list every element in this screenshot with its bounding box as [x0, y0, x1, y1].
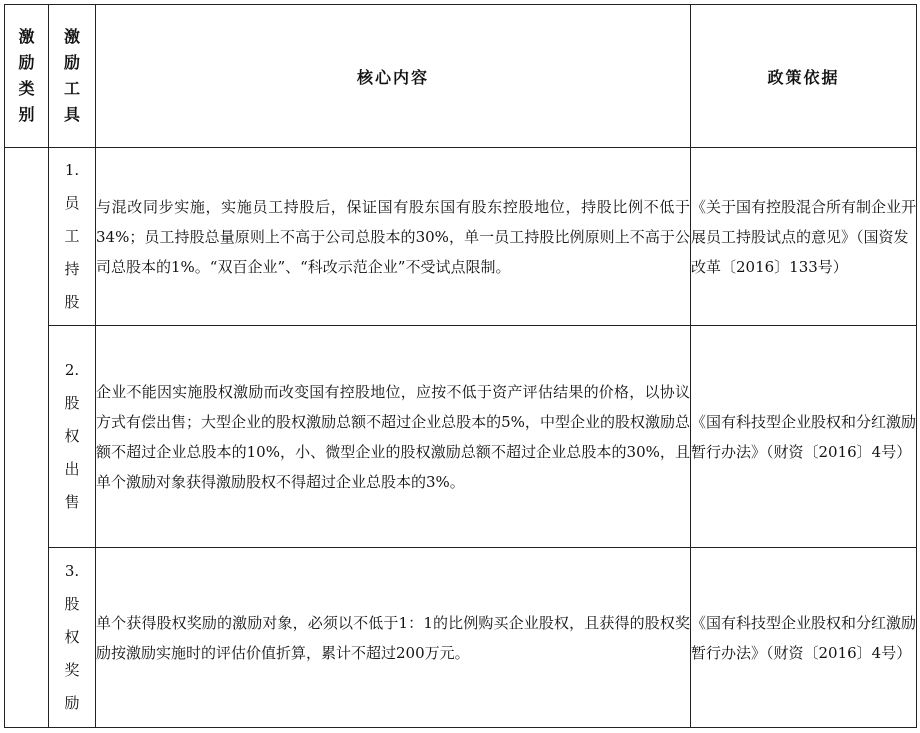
header-category-char: 类 — [18, 79, 35, 98]
header-category — [5, 5, 49, 148]
tool-char: 股 — [64, 293, 80, 311]
content-cell: 单个获得股权奖励的激励对象，必须以不低于1：1的比例购买企业股权，且获得的股权奖励按激励实施时的评估价值折算，累计不超过200万元。 — [96, 548, 691, 728]
header-content: 核心内容 — [96, 5, 691, 148]
tool-char: 售 — [64, 493, 80, 511]
tool-char: 员 — [64, 194, 80, 212]
tool-char: 奖 — [64, 661, 80, 679]
tool-char: 股 — [64, 394, 80, 412]
policy-table — [4, 4, 917, 728]
basis-cell: 《关于国有控股混合所有制企业开展员工持股试点的意见》（国资发改革〔2016〕133号） — [691, 148, 917, 326]
table-row — [5, 326, 917, 548]
tool-char: 权 — [64, 628, 80, 646]
tool-char: 权 — [64, 427, 80, 445]
header-tool-char: 具 — [63, 105, 80, 124]
header-category-char: 别 — [18, 105, 35, 124]
header-category-char: 励 — [18, 53, 35, 72]
content-cell: 企业不能因实施股权激励而改变国有控股地位，应按不低于资产评估结果的价格，以协议方式有偿出售；大型企业的股权激励总额不超过企业总股本的5%，中型企业的股权激励总额不超过企业总股本的10%，小、微型企业的股权激励总额不超过企业总股本的30%，且单个激励对象获得激励股权不得超过企业总股本的3%。 — [96, 326, 691, 548]
header-tool — [49, 5, 96, 148]
category-cell — [5, 148, 49, 728]
table-row — [5, 548, 917, 728]
header-category-char: 激 — [18, 27, 35, 46]
tool-cell — [49, 548, 96, 728]
tool-char: 持 — [64, 260, 80, 278]
basis-cell: 《国有科技型企业股权和分红激励暂行办法》（财资〔2016〕4号） — [691, 548, 917, 728]
tool-char: 励 — [64, 694, 80, 712]
basis-cell: 《国有科技型企业股权和分红激励暂行办法》（财资〔2016〕4号） — [691, 326, 917, 548]
header-tool-char: 激 — [63, 27, 80, 46]
header-tool-char: 励 — [63, 53, 80, 72]
tool-char: 3. — [64, 562, 80, 580]
header-row — [5, 5, 917, 148]
tool-char: 出 — [64, 460, 80, 478]
header-tool-char: 工 — [63, 79, 80, 98]
content-cell: 与混改同步实施，实施员工持股后，保证国有股东国有股东控股地位，持股比例不低于34%；员工持股总量原则上不高于公司总股本的30%，单一员工持股比例原则上不高于公司总股本的1%。“双百企业”、“科改示范企业”不受试点限制。 — [96, 148, 691, 326]
tool-char: 工 — [64, 227, 80, 245]
header-basis: 政策依据 — [691, 5, 917, 148]
tool-cell — [49, 326, 96, 548]
table-row — [5, 148, 917, 326]
tool-char: 股 — [64, 595, 80, 613]
tool-char: 1. — [64, 161, 80, 179]
tool-char: 2. — [64, 361, 80, 379]
tool-cell — [49, 148, 96, 326]
